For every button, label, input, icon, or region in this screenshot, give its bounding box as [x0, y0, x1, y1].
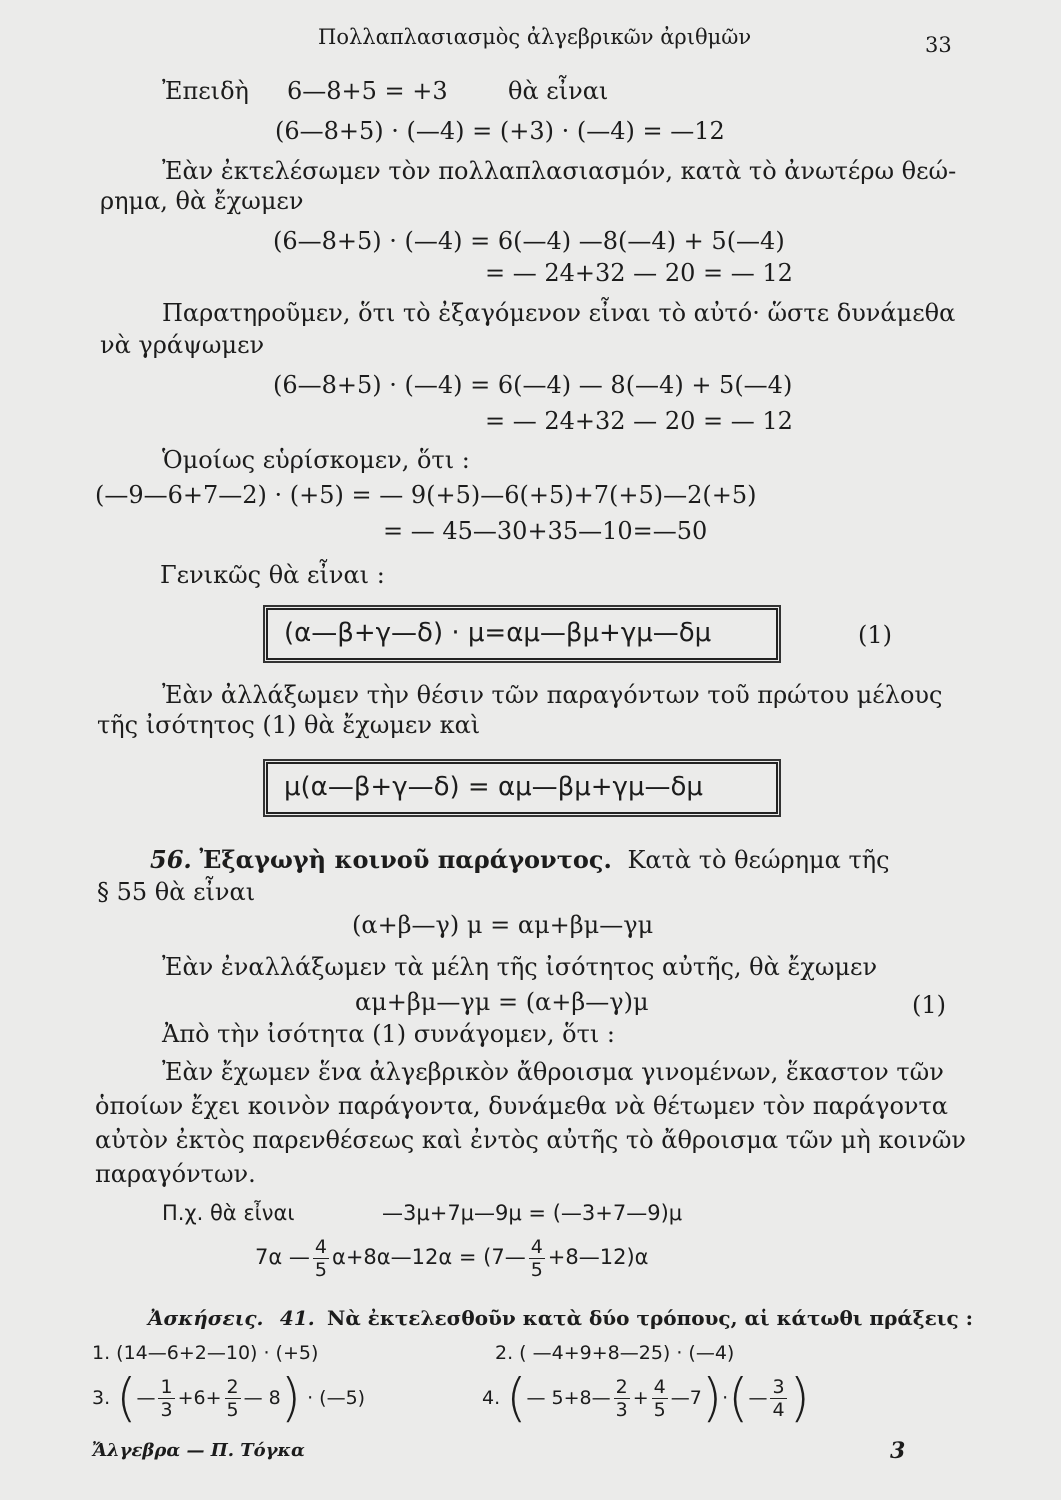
numerator: 4	[314, 1235, 327, 1258]
text-line: θὰ εἶναι	[508, 77, 609, 105]
running-header-title: Πολλαπλασιασμὸς ἀλγεβρικῶν ἀριθμῶν	[318, 25, 752, 49]
denominator: 5	[653, 1399, 666, 1421]
term: α+8α—12α = (7—	[331, 1245, 526, 1269]
term: +8—12)α	[547, 1245, 649, 1269]
example-equation: —3μ+7μ—9μ = (—3+7—9)μ	[382, 1201, 683, 1225]
term: 7α —	[255, 1245, 310, 1269]
equation: αμ+βμ—γμ = (α+β—γ)μ	[355, 988, 649, 1016]
section-heading	[150, 845, 890, 875]
fraction	[529, 1236, 545, 1281]
text-line: αὐτὸν ἐκτὸς παρενθέσεως καὶ ἐντὸς αὐτῆς τὸ ἄθροισμα τῶν μὴ κοινῶν	[95, 1126, 966, 1154]
term: — 8	[243, 1387, 281, 1409]
equation-label: (1)	[912, 991, 946, 1019]
denominator: 3	[160, 1399, 173, 1421]
term: —	[748, 1387, 768, 1409]
exercise-item-3	[92, 1368, 366, 1429]
numerator: 1	[160, 1376, 173, 1398]
equation-label: (1)	[858, 621, 892, 649]
parenthesis: )	[280, 1368, 302, 1429]
exercise-item-4	[482, 1368, 810, 1429]
equation: = — 24+32 — 20 = — 12	[485, 259, 793, 287]
item-number: 4.	[482, 1387, 501, 1409]
numerator: 3	[772, 1376, 785, 1398]
text-line: Ἐὰν ἔχωμεν ἕνα ἀλγεβρικὸν ἄθροισμα γινομένων, ἕκαστον τῶν	[162, 1058, 944, 1086]
parenthesis: (	[728, 1368, 749, 1429]
signature-mark: 3	[890, 1438, 906, 1464]
parenthesis: (	[506, 1368, 527, 1429]
text-line: Ἐπειδὴ	[162, 77, 249, 105]
fraction	[225, 1376, 241, 1421]
section-text: Κατὰ τὸ θεώρημα τῆς	[627, 846, 890, 874]
text-line: Ὁμοίως εὑρίσκομεν, ὅτι :	[162, 446, 470, 474]
text-line: παραγόντων.	[95, 1160, 256, 1188]
text-line: νὰ γράψωμεν	[100, 331, 265, 359]
equation: 6—8+5 = +3	[287, 77, 448, 105]
exercise-item-2: 2. ( —4+9+8—25) · (—4)	[495, 1342, 735, 1364]
term: · (—5)	[307, 1387, 366, 1409]
text-line: § 55 θὰ εἶναι	[97, 878, 256, 906]
text-line: Ἐὰν ἐναλλάξωμεν τὰ μέλη τῆς ἰσότητος αὐτῆς, θὰ ἔχωμεν	[162, 953, 878, 981]
item-number: 3.	[92, 1387, 111, 1409]
page-number: 33	[925, 33, 952, 57]
exercises-label: Ἀσκήσεις.	[148, 1306, 264, 1330]
denominator: 4	[772, 1399, 785, 1421]
denominator: 3	[615, 1399, 628, 1421]
parenthesis: )	[701, 1368, 723, 1429]
term: — 5+8—	[526, 1387, 611, 1409]
term: +6+	[177, 1387, 222, 1409]
section-number: 56.	[150, 845, 192, 874]
text-line: Ἀπὸ τὴν ἰσότητα (1) συνάγομεν, ὅτι :	[162, 1020, 615, 1048]
fraction	[313, 1236, 329, 1281]
term: —7	[670, 1387, 702, 1409]
term: —	[136, 1387, 156, 1409]
exercise-item-1: 1. (14—6+2—10) · (+5)	[92, 1342, 319, 1364]
denominator: 5	[314, 1258, 327, 1281]
boxed-formula: μ(α—β+γ—δ) = αμ—βμ+γμ—δμ	[284, 772, 703, 802]
text-line: τῆς ἰσότητος (1) θὰ ἔχωμεν καὶ	[97, 711, 481, 739]
example-equation	[255, 1232, 649, 1282]
exercise-number: 41.	[279, 1306, 315, 1330]
numerator: 2	[226, 1376, 239, 1398]
denominator: 5	[226, 1399, 239, 1421]
equation: (6—8+5) · (—4) = 6(—4) —8(—4) + 5(—4)	[273, 227, 785, 255]
text-line: Ἐὰν ἀλλάξωμεν τὴν θέσιν τῶν παραγόντων τοῦ πρώτου μέλους	[162, 681, 943, 709]
parenthesis: )	[789, 1368, 810, 1429]
numerator: 2	[615, 1376, 628, 1398]
equation: (α+β—γ) μ = αμ+βμ—γμ	[352, 911, 654, 939]
equation: = — 24+32 — 20 = — 12	[485, 407, 793, 435]
footer-book-title: Ἄλγεβρα — Π. Τόγκα	[92, 1440, 305, 1461]
text-line: Παρατηροῦμεν, ὅτι τὸ ἐξαγόμενον εἶναι τὸ αὐτό· ὥστε δυνάμεθα	[162, 299, 956, 327]
fraction	[614, 1376, 630, 1421]
term: +	[632, 1387, 649, 1409]
equation: (—9—6+7—2) · (+5) = — 9(+5)—6(+5)+7(+5)—2(+5)	[95, 481, 757, 509]
section-title: Ἐξαγωγὴ κοινοῦ παράγοντος.	[199, 845, 612, 874]
text-line: ὁποίων ἔχει κοινὸν παράγοντα, δυνάμεθα νὰ θέτωμεν τὸν παράγοντα	[95, 1092, 948, 1120]
equation: (6—8+5) · (—4) = 6(—4) — 8(—4) + 5(—4)	[273, 371, 793, 399]
text-line: Γενικῶς θὰ εἶναι :	[160, 561, 385, 589]
fraction	[158, 1376, 174, 1421]
text-line: ρημα, θὰ ἔχωμεν	[100, 187, 304, 215]
boxed-formula: (α—β+γ—δ) · μ=αμ—βμ+γμ—δμ	[284, 618, 712, 648]
fraction	[770, 1376, 786, 1421]
equation: = — 45—30+35—10=—50	[383, 517, 708, 545]
term: ·	[722, 1387, 729, 1409]
exercises-heading	[148, 1303, 973, 1333]
numerator: 4	[530, 1235, 543, 1258]
denominator: 5	[530, 1258, 543, 1281]
parenthesis: (	[116, 1368, 137, 1429]
example-intro: Π.χ. θὰ εἶναι	[162, 1201, 295, 1225]
fraction	[652, 1376, 668, 1421]
numerator: 4	[653, 1376, 666, 1398]
exercise-instruction: Νὰ ἐκτελεσθοῦν κατὰ δύο τρόπους, αἱ κάτωθι πράξεις :	[327, 1306, 973, 1330]
text-line: Ἐὰν ἐκτελέσωμεν τὸν πολλαπλασιασμόν, κατὰ τὸ ἀνωτέρω θεώ-	[162, 157, 957, 185]
equation: (6—8+5) · (—4) = (+3) · (—4) = —12	[275, 117, 725, 145]
